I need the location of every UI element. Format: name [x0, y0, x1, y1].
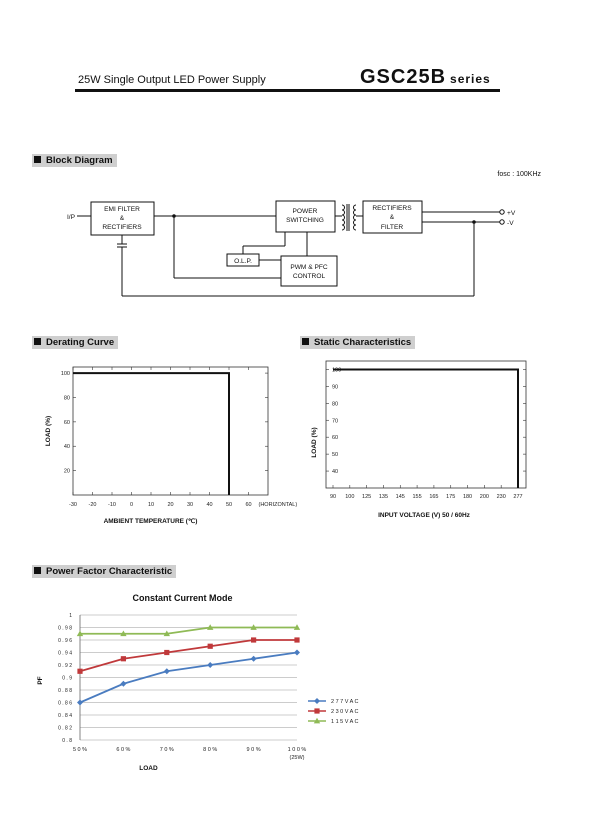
y-tick-label: 50	[332, 452, 339, 459]
rectifiers-line-2: &	[389, 214, 395, 221]
x-tick-label: 9 0 %	[246, 747, 261, 753]
y-axis-label: PF	[37, 676, 44, 685]
plot-frame	[73, 367, 268, 495]
data-point	[121, 656, 126, 661]
x-tick-label: 100	[345, 494, 355, 500]
x-tick-label: 1 0 0 %	[287, 747, 307, 753]
data-point	[164, 650, 169, 655]
legend-label: 2 7 7 V A C	[331, 699, 359, 705]
static-line	[333, 369, 518, 488]
data-point	[208, 644, 213, 649]
output-pos-terminal-icon	[500, 210, 504, 214]
y-tick-label: 0 . 8 4	[58, 713, 72, 719]
emi-line-3: RECTIFIERS	[102, 224, 142, 231]
x-tick-label: 200	[479, 494, 489, 500]
x-tick-label: 30	[186, 502, 194, 508]
section-static-characteristics	[300, 336, 415, 349]
bullet-square-icon	[34, 567, 41, 574]
x-tick-label: 277	[513, 494, 523, 500]
y-tick-label: 0 . 8 2	[58, 725, 72, 732]
y-tick-label: 60	[63, 419, 70, 426]
fosc-label: fosc : 100KHz	[497, 171, 541, 178]
y-tick-label: 0 . 9	[62, 675, 72, 682]
y-tick-label: 0 . 9 2	[58, 663, 72, 669]
x-tick-label: -10	[108, 502, 116, 508]
y-tick-label: 80	[63, 395, 70, 402]
output-neg-label: -V	[507, 220, 514, 227]
rectifiers-line-1: RECTIFIERS	[372, 205, 412, 212]
emi-line-2: &	[119, 215, 125, 222]
x-note: (HORIZONTAL)	[258, 502, 298, 508]
data-point	[77, 700, 83, 706]
pwm-line-2: CONTROL	[292, 273, 326, 280]
y-tick-label: 0 . 9 6	[58, 638, 72, 644]
emi-line-1: EMI FILTER	[104, 206, 140, 213]
data-point	[251, 637, 256, 642]
x-tick-label: 7 0 %	[159, 747, 174, 753]
series-line	[80, 628, 297, 634]
y-tick-label: 80	[332, 401, 339, 408]
x-tick-label: 0	[129, 502, 134, 508]
power-switching-line-2: SWITCHING	[286, 217, 324, 224]
section-title: Static Characteristics	[314, 337, 412, 348]
bullet-square-icon	[34, 338, 41, 345]
x-tick-label: 145	[395, 494, 405, 500]
section-title: Block Diagram	[46, 155, 113, 166]
y-axis-label: LOAD (%)	[45, 415, 52, 447]
legend-label: 1 1 5 V A C	[331, 719, 359, 725]
static-chart	[300, 355, 600, 530]
legend-marker	[314, 698, 320, 704]
bullet-square-icon	[302, 338, 309, 345]
y-tick-label: 20	[63, 468, 70, 475]
x-tick-label: 10	[147, 502, 155, 508]
data-point	[294, 650, 300, 656]
section-title: Power Factor Characteristic	[46, 566, 173, 577]
olp-label: O.L.P.	[234, 258, 252, 265]
series-line	[80, 640, 297, 671]
derating-line	[73, 373, 229, 495]
x-tick-label: 5 0 %	[72, 747, 88, 753]
section-power-factor	[32, 565, 176, 578]
x-tick-label: 40	[206, 502, 213, 508]
y-tick-label: 0 . 8 6	[58, 700, 72, 707]
legend-marker	[314, 708, 319, 713]
data-point	[294, 637, 299, 642]
rectifiers-line-3: FILTER	[380, 224, 404, 231]
y-tick-label: 0 . 8 8	[58, 688, 72, 694]
x-tick-label: 155	[412, 494, 422, 500]
x-tick-label: 6 0 %	[116, 747, 131, 753]
x-tick-label: 60	[245, 502, 252, 508]
y-tick-label: 60	[332, 435, 339, 442]
y-tick-label: 90	[332, 384, 339, 391]
x-tick-label: 20	[167, 502, 174, 508]
y-tick-label: 100	[332, 367, 342, 374]
data-point	[207, 662, 213, 668]
x-tick-label: 230	[496, 494, 506, 500]
power-factor-chart	[0, 585, 380, 775]
x-tick-label: 8 0 %	[203, 747, 218, 753]
y-tick-label: 1	[69, 613, 72, 619]
y-tick-label: 0 . 8	[62, 738, 72, 744]
y-axis-label: LOAD (%)	[311, 427, 318, 458]
y-tick-label: 40	[332, 469, 339, 476]
input-label: I/P	[66, 214, 75, 221]
plot-frame	[326, 361, 526, 488]
y-tick-label: 70	[332, 418, 339, 425]
x-tick-label: 125	[362, 494, 372, 500]
data-point	[77, 669, 82, 674]
x-tick-label: -20	[88, 502, 97, 508]
output-neg-terminal-icon	[500, 220, 504, 224]
x-tick-label: 135	[378, 494, 389, 500]
model-name: GSC25B	[360, 66, 447, 88]
x-tick-label: 50	[225, 502, 233, 508]
section-title: Derating Curve	[46, 337, 115, 348]
x-tick-label: 90	[329, 494, 337, 500]
x-tick-label: 165	[429, 494, 439, 500]
data-point	[164, 668, 170, 674]
x-tick-label: 175	[446, 494, 456, 500]
x-axis-label: INPUT VOLTAGE (V) 50 / 60Hz	[378, 512, 470, 519]
series-label: series	[450, 72, 491, 86]
chart-title: Constant Current Mode	[132, 593, 233, 603]
x-note: (25W)	[289, 755, 305, 761]
y-tick-label: 0 . 9 8	[58, 625, 72, 632]
y-tick-label: 0 . 9 4	[58, 650, 72, 657]
document-subtitle: 25W Single Output LED Power Supply	[78, 74, 266, 86]
data-point	[251, 656, 257, 662]
section-derating-curve	[32, 336, 118, 349]
legend-label: 2 3 0 V A C	[331, 709, 359, 715]
derating-chart	[0, 355, 300, 530]
output-pos-label: +V	[507, 210, 516, 217]
block-diagram	[0, 0, 600, 320]
x-axis-label: LOAD	[139, 765, 158, 772]
pwm-line-1: PWM & PFC	[290, 264, 328, 271]
data-point	[120, 681, 126, 687]
x-tick-label: 180	[462, 494, 473, 500]
power-switching-line-1: POWER	[292, 208, 318, 215]
x-tick-label: -30	[69, 502, 77, 508]
y-tick-label: 40	[63, 444, 70, 451]
y-tick-label: 100	[60, 371, 70, 378]
x-axis-label: AMBIENT TEMPERATURE (℃)	[103, 518, 198, 525]
pwm-pfc-box	[281, 256, 337, 286]
